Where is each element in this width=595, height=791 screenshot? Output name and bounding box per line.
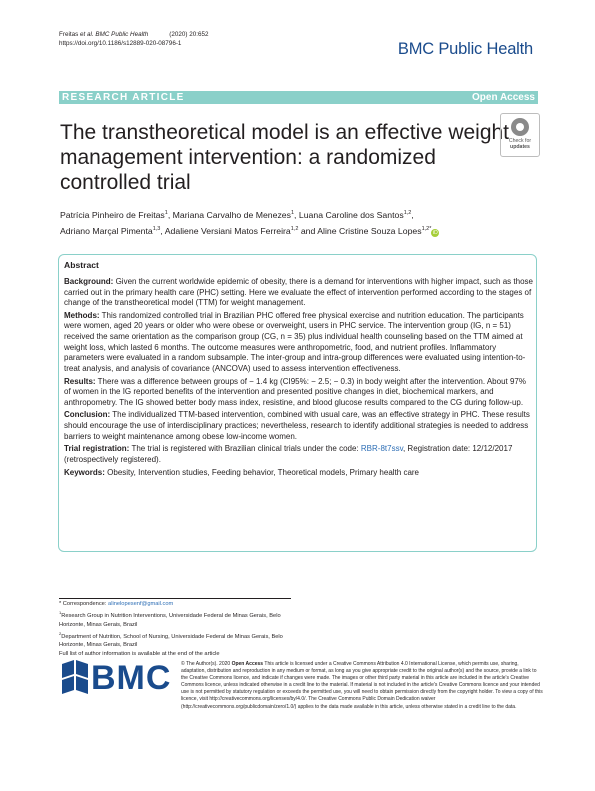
badge-line-2: updates (510, 144, 530, 150)
abstract-trial-registration: Trial registration: The trial is registered with Brazilian clinical trials under the code: RBR-8t7ssv, Registration date: 12/12/2017 (retrospectively registered). (64, 444, 513, 464)
check-for-updates-badge[interactable] (500, 113, 540, 157)
open-access-bold: Open Access (231, 661, 264, 667)
author-name: Adaliene Versiani Matos Ferreira (164, 226, 291, 237)
open-access-label: Open Access (472, 92, 535, 103)
check-updates-icon (511, 118, 529, 136)
abstract-box (58, 254, 537, 552)
bmc-logo (60, 659, 172, 699)
author-name: Patrícia Pinheiro de Freitas (60, 209, 165, 220)
author-list: Patrícia Pinheiro de Freitas$^1$, Mariana Carvalho de Menezes$^1$, Luana Caroline dos Santos$^{1,2}$, Adriano Marçal Pimenta$^{1,3}$, Adaliene Versiani Matos Ferreira$^{1,2}$ and Aline Cristine Souza Lopes$^{1,2*}$iD (60, 209, 438, 237)
abstract-results: Results: There was a difference between groups of − 1.4 kg (CI95%: − 2.5; − 0.3) in body weight after the intervention. About 97% of women in the IG reported benefits of the intervention and presented positive changes in diet, biochemical markers, and anthropometry. The IG showed better body mass index, resistine, and blood glucose results compared to the CG during follow-up. (64, 376, 526, 407)
author-name: Adriano Marçal Pimenta (60, 226, 153, 237)
affiliation-1: $^1$Research Group in Nutrition Interventions, Universidade Federal de Minas Gerais, Belo Horizonte, Minas Gerais, Brazil (59, 609, 281, 628)
header-author: Freitas (59, 31, 80, 38)
author-name: Luana Caroline dos Santos (298, 209, 404, 220)
author-name: Aline Cristine Souza Lopes (317, 226, 422, 237)
abstract-body (64, 277, 533, 481)
article-title: The transtheoretical model is an effective weight management intervention: a randomized controlled trial (60, 121, 510, 194)
header-doi[interactable]: https://doi.org/10.1186/s12889-020-08796-1 (59, 39, 182, 47)
license-notice: © The Author(s). 2020 Open Access This article is licensed under a Creative Commons Attribution 4.0 International License, which permits use, sharing, adaptation, distribution and reproduction in any medium or format, as long as you give appropriate credit to the original author(s) and the source, provide a link to the Creative Commons licence, and indicate if changes were made. The images or other third party material in this article are included in the article's Creative Commons licence, unless indicated otherwise in a credit line to the material. If material is not included in the article's Creative Commons licence and your intended use is not permitted by statutory regulation or exceeds the permitted use, you will need to obtain permission directly from the copyright holder. To view a copy of this licence, visit http://creativecommons.org/licenses/by/4.0/. The Creative Commons Public Domain Dedication waiver (http://creativecommons.org/publicdomain/zero/1.0/) applies to the data made available in this article, unless otherwise stated in a credit line to the data. (181, 661, 543, 710)
footnotes (59, 600, 304, 659)
article-type-label: RESEARCH ARTICLE (62, 92, 185, 103)
orcid-icon[interactable]: iD (433, 230, 438, 237)
correspondence-email[interactable]: alinelopesenf@gmail.com (108, 601, 174, 607)
correspondence: * Correspondence: alinelopesenf@gmail.com (59, 601, 174, 607)
affiliation-2: $^2$Department of Nutrition, School of Nursing, Universidade Federal de Minas Gerais, Belo Horizonte, Minas Gerais, Brazil (59, 630, 283, 649)
bmc-logo-mark-icon (60, 660, 90, 694)
trial-code-link[interactable]: RBR-8t7ssv (360, 444, 403, 454)
header-citation: (2020) 20:652 (169, 31, 209, 38)
bmc-logo-text: BMC (91, 659, 172, 697)
badge-line-1: Check for (508, 138, 532, 144)
abstract-heading: Abstract (64, 260, 99, 270)
abstract-methods: Methods: This randomized controlled trial in Brazilian PHC offered free physical exercise and nutrition education. The participants were women, aged 20 years or older who were obese or overweight, users in PHC service. The intervention group (IG, n = 51) received the same orientation as the comparison group (CG, n = 35) plus individual health counseling based on the TTM aimed at weight loss, which lasted 6 months. The outcome measures were anthropometric, food, and nutrient profiles. Inflammatory parameters were evaluated in a random subsample. The inter-group and intra-group differences were evaluated using intention-to-treat analysis, and analysis of covariance (ANCOVA) used to assess intervention effectiveness. (64, 310, 526, 373)
running-header (59, 31, 208, 48)
journal-brand: BMC Public Health (397, 40, 533, 58)
author-name: Mariana Carvalho de Menezes (172, 209, 291, 220)
abstract-background: Background: Given the current worldwide epidemic of obesity, there is a demand for interventions with higher impact, such as those carried out in the primary health care (PHC) setting. Here we evaluate the effect of intervention performed according to the stages of change of the transtheoretical model (TTM) for weight management. (64, 277, 533, 308)
abstract-keywords: Keywords: Obesity, Intervention studies, Feeding behavior, Theoretical models, Primary health care (64, 467, 420, 477)
footnote-divider (59, 598, 291, 599)
full-author-info-note: Full list of author information is available at the end of the article (59, 651, 220, 658)
article-type-banner (59, 91, 538, 104)
abstract-conclusion: Conclusion: The individualized TTM-based intervention, combined with usual care, was an effective strategy in PHC. These results should encourage the use of interdisciplinary practices; nevertheless, research to identify additional strategies is needed to address barriers to weight maintenance among obese low-income women. (64, 410, 530, 441)
header-journal: et al. BMC Public Health (80, 31, 149, 38)
